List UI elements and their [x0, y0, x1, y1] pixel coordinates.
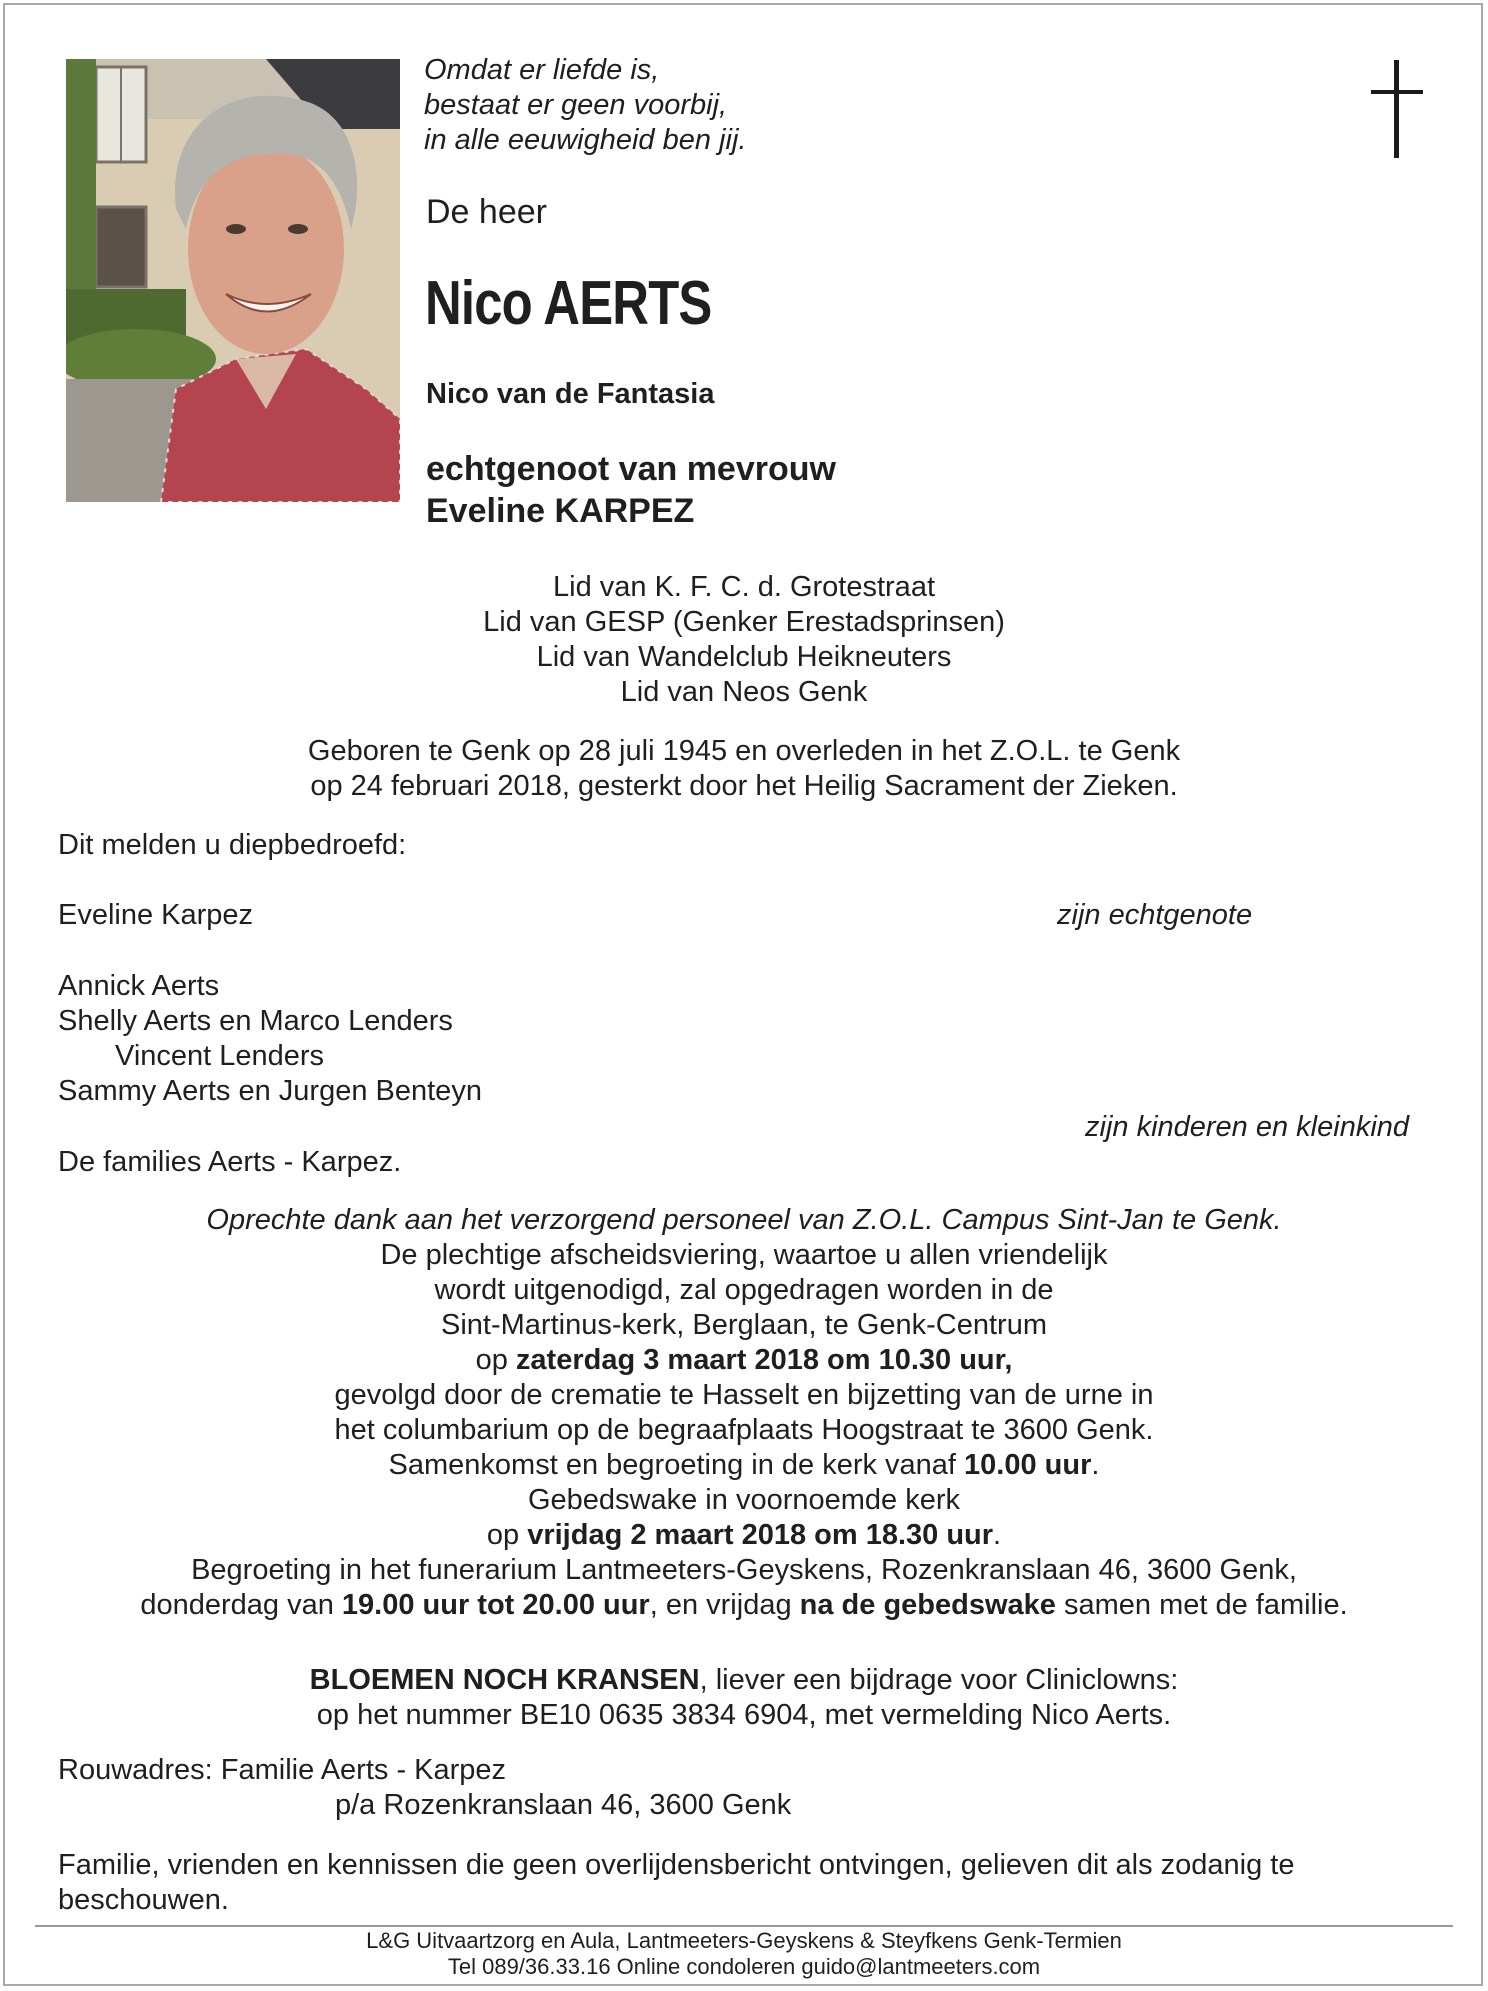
- wake-prefix: op: [486, 1519, 528, 1551]
- cross-icon: [1365, 60, 1429, 160]
- ceremony-line: De plechtige afscheidsviering, waartoe u allen vriendelijk: [380, 1239, 1108, 1271]
- visit-prefix: donderdag van: [140, 1589, 342, 1621]
- membership-item: Lid van GESP (Genker Erestadsprinsen): [483, 606, 1005, 638]
- date-bold: zaterdag 3 maart 2018 om 10.30 uur,: [515, 1344, 1013, 1376]
- footer-divider: [35, 1925, 1453, 1927]
- ceremony-line: Sint-Martinus-kerk, Berglaan, te Genk-Centrum: [441, 1309, 1047, 1341]
- poem-line: Omdat er liefde is,: [424, 54, 660, 86]
- ceremony-date: [0, 1343, 1488, 1378]
- footer-line: L&G Uitvaartzorg en Aula, Lantmeeters-Geyskens & Steyfkens Genk-Termien: [366, 1928, 1122, 1953]
- address-line: Rouwadres: Familie Aerts - Karpez: [58, 1754, 507, 1786]
- families: De families Aerts - Karpez.: [58, 1146, 402, 1178]
- child-name: Sammy Aerts en Jurgen Benteyn: [58, 1075, 482, 1107]
- widow-name: Eveline Karpez: [58, 899, 254, 931]
- membership-item: Lid van K. F. C. d. Grotestraat: [553, 571, 935, 603]
- ceremony-line: het columbarium op de begraafplaats Hoogstraat te 3600 Genk.: [334, 1414, 1154, 1446]
- visit-mid: , en vrijdag: [649, 1589, 800, 1621]
- flowers-line: [0, 1663, 1488, 1698]
- wake-bold: vrijdag 2 maart 2018 om 18.30 uur: [527, 1519, 994, 1551]
- visit-line: Begroeting in het funerarium Lantmeeters-Geyskens, Rozenkranslaan 46, 3600 Genk,: [191, 1554, 1297, 1586]
- footer: [0, 1928, 1488, 1980]
- membership-item: Lid van Wandelclub Heikneuters: [536, 641, 952, 673]
- wake-suffix: .: [993, 1519, 1002, 1551]
- children-list: [58, 969, 482, 1109]
- children-relation: zijn kinderen en kleinkind: [1085, 1111, 1410, 1143]
- deceased-name: Nico AERTS: [425, 269, 712, 338]
- visit-times: [0, 1588, 1488, 1623]
- spouse-info: [426, 448, 836, 532]
- grandchild-name: Vincent Lenders: [115, 1040, 325, 1072]
- date-prefix: op: [475, 1344, 516, 1376]
- ceremony-line: gevolgd door de crematie te Hasselt en bijzetting van de urne in: [334, 1379, 1154, 1411]
- gathering-prefix: Samenkomst en begroeting in de kerk vanaf: [388, 1449, 965, 1481]
- announcement-intro: Dit melden u diepbedroefd:: [58, 829, 407, 861]
- nickname: Nico van de Fantasia: [426, 378, 715, 410]
- birth-line: Geboren te Genk op 28 juli 1945 en overleden in het Z.O.L. te Genk: [307, 735, 1181, 767]
- gathering-line: [0, 1448, 1488, 1483]
- thanks-line: Oprechte dank aan het verzorgend personeel van Z.O.L. Campus Sint-Jan te Genk.: [206, 1204, 1282, 1236]
- visit-suffix: samen met de familie.: [1055, 1589, 1348, 1621]
- mourning-address: [58, 1753, 791, 1823]
- spouse-line: echtgenoot van mevrouw: [426, 450, 836, 488]
- flowers-bold: BLOEMEN NOCH KRANSEN: [309, 1664, 700, 1696]
- closing-note: Familie, vrienden en kennissen die geen overlijdensbericht ontvingen, gelieven dit als zodanig te beschouwen.: [58, 1849, 1295, 1916]
- spouse-name: Eveline KARPEZ: [426, 492, 695, 530]
- flowers-notice: [0, 1663, 1488, 1733]
- membership-item: Lid van Neos Genk: [620, 676, 868, 708]
- visit-time: 19.00 uur tot 20.00 uur: [341, 1589, 650, 1621]
- ceremony-details: [0, 1203, 1488, 1623]
- wake-date: [0, 1518, 1488, 1553]
- death-line: op 24 februari 2018, gesterkt door het Heilig Sacrament der Zieken.: [310, 770, 1178, 802]
- widow-relation: zijn echtgenote: [1057, 899, 1253, 931]
- honorific: De heer: [426, 193, 547, 231]
- wake-line: Gebedswake in voornoemde kerk: [527, 1484, 960, 1516]
- portrait-photo: [66, 59, 400, 502]
- child-name: Annick Aerts: [58, 970, 220, 1002]
- address-line: p/a Rozenkranslaan 46, 3600 Genk: [335, 1789, 792, 1821]
- poem: [424, 53, 746, 158]
- donation-line: op het nummer BE10 0635 3834 6904, met vermelding Nico Aerts.: [316, 1699, 1172, 1731]
- poem-line: bestaat er geen voorbij,: [424, 89, 728, 121]
- ceremony-line: wordt uitgenodigd, zal opgedragen worden in de: [434, 1274, 1054, 1306]
- flowers-rest: , liever een bijdrage voor Cliniclowns:: [699, 1664, 1179, 1696]
- gathering-suffix: .: [1091, 1449, 1100, 1481]
- birth-death-info: [0, 734, 1488, 804]
- visit-after-wake: na de gebedswake: [799, 1589, 1056, 1621]
- memberships: [0, 570, 1488, 710]
- child-name: Shelly Aerts en Marco Lenders: [58, 1005, 453, 1037]
- gathering-time: 10.00 uur: [964, 1449, 1092, 1481]
- poem-line: in alle eeuwigheid ben jij.: [424, 124, 747, 156]
- footer-contact: Tel 089/36.33.16 Online condoleren guido@lantmeeters.com: [447, 1954, 1041, 1979]
